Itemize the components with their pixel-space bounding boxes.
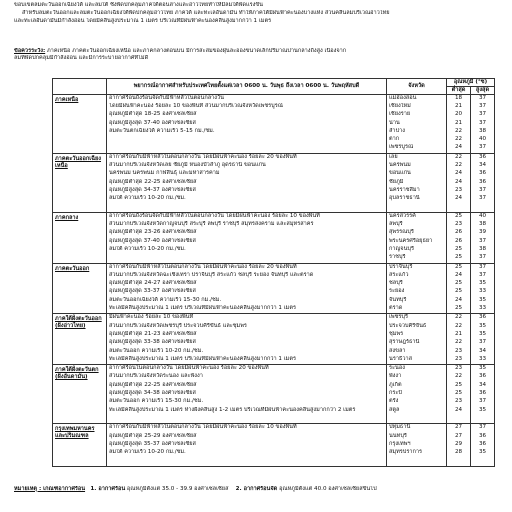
forecast-line: ส่วนมากบริเวณจังหวัดเพชรบุรี ประจวบคีรีขันธ์ และชุมพร bbox=[109, 322, 247, 329]
province-name: พระนครศรีอยุธยา bbox=[389, 237, 433, 244]
forecast-line: ลมใต้ ความเร็ว 10-20 กม./ชม. bbox=[109, 449, 186, 456]
temp-max: 40 bbox=[478, 136, 487, 143]
province-name: พังงา bbox=[389, 373, 402, 380]
temp-max-cell bbox=[471, 365, 495, 424]
forecast-line: ส่วนมากบริเวณจังหวัดกาญจนบุรี สระบุรี ลพบุรี ราชบุรี สมุทรสงคราม และสมุทรสาคร bbox=[109, 221, 314, 228]
temp-max: 35 bbox=[478, 449, 487, 456]
temp-min bbox=[449, 457, 468, 465]
temp-max: 37 bbox=[478, 339, 487, 346]
forecast-line: อากาศร้อนในตอนกลางวัน โดยมีฝนฟ้าคะนอง ร้อยละ 20 ของพื้นที่ bbox=[109, 365, 269, 372]
province-name: ขอนแก่น bbox=[389, 170, 411, 177]
temp-min: 23 bbox=[454, 365, 463, 372]
temp-max: 37 bbox=[478, 144, 487, 151]
province-name: เลย bbox=[389, 153, 398, 160]
temp-min: 25 bbox=[454, 305, 463, 312]
province-name: นราธิวาส bbox=[389, 355, 413, 362]
province-name: ชัยภูมิ bbox=[389, 178, 404, 185]
province-name: เชียงใหม่ bbox=[389, 102, 411, 109]
footer-lead: หมายเหตุ : เกณฑ์อากาศร้อน bbox=[14, 486, 86, 492]
region-forecast bbox=[107, 153, 387, 212]
temp-max: 36 bbox=[478, 178, 487, 185]
temp-min: 24 bbox=[454, 144, 463, 151]
temp-min: 24 bbox=[454, 195, 463, 202]
forecast-line bbox=[109, 203, 384, 211]
forecast-line: อุณหภูมิต่ำสุด 22-25 องศาเซลเซียส bbox=[109, 381, 197, 388]
forecast-line: อุณหภูมิต่ำสุด 23-26 องศาเซลเซียส bbox=[109, 229, 197, 236]
temp-max: 40 bbox=[478, 212, 487, 219]
temp-min: 21 bbox=[454, 119, 463, 126]
temp-max: 35 bbox=[478, 330, 487, 337]
temp-max: 38 bbox=[478, 127, 487, 134]
temp-min: 27 bbox=[454, 424, 463, 431]
temp-min: 25 bbox=[454, 254, 463, 261]
temp-max: 33 bbox=[478, 355, 487, 362]
temp-min: 25 bbox=[454, 263, 463, 270]
temp-max bbox=[473, 203, 492, 211]
temp-max: 34 bbox=[478, 347, 487, 354]
temp-min: 24 bbox=[454, 406, 463, 413]
temp-min: 18 bbox=[454, 94, 463, 101]
province-name: กระบี่ bbox=[389, 390, 402, 397]
temp-min: 24 bbox=[454, 271, 463, 278]
province-name-cell bbox=[387, 263, 447, 314]
temp-max: 37 bbox=[478, 119, 487, 126]
forecast-line: อากาศร้อนกับมีฟ้าหลัวในตอนกลางวัน โดยมีฝนฟ้าคะนอง ร้อยละ 10 ของพื้นที่ bbox=[109, 424, 297, 431]
temp-max: 36 bbox=[478, 170, 487, 177]
province-name: ระยอง bbox=[389, 288, 405, 295]
temp-max: 36 bbox=[478, 390, 487, 397]
province-name: นครราชสีมา bbox=[389, 186, 420, 193]
forecast-line: ทะเลมีคลื่นสูงประมาณ 1 เมตร บริเวณที่มีฝนฟ้าคะนองคลื่นสูงมากกว่า 1 เมตร bbox=[109, 355, 296, 362]
forecast-line: อุณหภูมิสูงสุด 37-40 องศาเซลเซียส bbox=[109, 119, 196, 126]
region-name: ภาคกลาง bbox=[53, 212, 107, 263]
temp-min: 21 bbox=[454, 330, 463, 337]
temp-max: 37 bbox=[478, 424, 487, 431]
forecast-line: ลมตะวันออก ความเร็ว 15-30 กม./ชม. bbox=[109, 398, 204, 405]
temp-min: 25 bbox=[454, 245, 463, 252]
table-row bbox=[53, 365, 495, 424]
table-row bbox=[53, 263, 495, 314]
table-row bbox=[53, 94, 495, 153]
region-name: ภาคตะวันออก bbox=[53, 263, 107, 314]
temp-max: 34 bbox=[478, 162, 487, 168]
province-name bbox=[389, 457, 444, 465]
temp-min: 25 bbox=[454, 212, 463, 219]
temp-min: 22 bbox=[454, 373, 463, 380]
temp-min: 29 bbox=[454, 440, 463, 447]
region-forecast bbox=[107, 263, 387, 314]
warning-line bbox=[14, 48, 500, 55]
temp-min: 22 bbox=[454, 136, 463, 143]
forecast-line: อุณหภูมิต่ำสุด 22-25 องศาเซลเซียส bbox=[109, 178, 197, 185]
forecast-line: ลมใต้ ความเร็ว 10-20 กม./ชม. bbox=[109, 195, 186, 202]
temp-min: 21 bbox=[454, 102, 463, 109]
temp-min: 23 bbox=[454, 186, 463, 193]
header-max: สูงสุด bbox=[471, 86, 495, 94]
forecast-table bbox=[52, 78, 495, 467]
table-header-row bbox=[53, 79, 495, 87]
province-name-cell bbox=[387, 365, 447, 424]
province-name: นครสวรรค์ bbox=[389, 212, 416, 219]
temp-min: 25 bbox=[454, 288, 463, 295]
temp-min: 22 bbox=[454, 314, 463, 321]
temp-max-cell bbox=[471, 314, 495, 365]
province-name: นครพนม bbox=[389, 162, 411, 168]
table-row bbox=[53, 424, 495, 466]
temp-max-cell bbox=[471, 424, 495, 466]
temp-min: 25 bbox=[454, 280, 463, 287]
temp-max: 37 bbox=[478, 398, 487, 405]
temp-max-cell bbox=[471, 263, 495, 314]
temp-max: 35 bbox=[478, 296, 487, 303]
province-name: ปราจีนบุรี bbox=[389, 263, 413, 270]
temp-max: 37 bbox=[478, 186, 487, 193]
header-temp: อุณหภูมิ (°ซ) bbox=[447, 79, 495, 87]
region-name: ภาคใต้ฝั่งตะวันตก (ฝั่งอันดามัน) bbox=[53, 365, 107, 424]
forecast-line: อุณหภูมิสูงสุด 37-40 องศาเซลเซียส bbox=[109, 237, 196, 244]
province-name: แม่ฮ่องสอน bbox=[389, 94, 417, 101]
province-name: กรุงเทพฯ bbox=[389, 440, 411, 447]
temp-min: 22 bbox=[454, 153, 463, 160]
forecast-line: อุณหภูมิสูงสุด 33-38 องศาเซลเซียส bbox=[109, 339, 196, 346]
warning-lead: ข้อควรระวัง: bbox=[14, 48, 46, 54]
table-row bbox=[53, 212, 495, 263]
temp-min: 28 bbox=[454, 449, 463, 456]
temp-max-cell bbox=[471, 153, 495, 212]
province-name-cell bbox=[387, 212, 447, 263]
province-name: สุพรรณบุรี bbox=[389, 229, 414, 236]
header-forecast: พยากรณ์อากาศสำหรับประเทศไทยตั้งแต่เวลา 0600 น. วันพุธ ถึงเวลา 0600 น. วันพฤหัสบดี bbox=[107, 79, 387, 95]
temp-max: 36 bbox=[478, 432, 487, 439]
footer-note bbox=[14, 486, 500, 493]
temp-min: 27 bbox=[454, 432, 463, 439]
forecast-line: อุณหภูมิต่ำสุด 18-25 องศาเซลเซียส bbox=[109, 111, 197, 118]
temp-min: 26 bbox=[454, 237, 463, 244]
temp-min-cell bbox=[447, 212, 471, 263]
region-forecast bbox=[107, 212, 387, 263]
province-name: เชียงราย bbox=[389, 111, 411, 118]
forecast-line: ทะเลมีคลื่นสูงประมาณ 1 เมตร ห่างฝั่งคลื่นสูง 1-2 เมตร บริเวณที่มีฝนฟ้าคะนองคลื่นสูงมากกว่า 2 เมตร bbox=[109, 406, 356, 413]
temp-max: 37 bbox=[478, 94, 487, 101]
province-name: เพชรบูรณ์ bbox=[389, 144, 414, 151]
forecast-line: อุณหภูมิสูงสุด 34-37 องศาเซลเซียส bbox=[109, 186, 196, 193]
temp-max: 38 bbox=[478, 221, 487, 228]
forecast-line: อุณหภูมิสูงสุด 35-37 องศาเซลเซียส bbox=[109, 440, 196, 447]
temp-max: 36 bbox=[478, 373, 487, 380]
temp-max: 37 bbox=[478, 237, 487, 244]
temp-max-cell bbox=[471, 212, 495, 263]
province-name bbox=[389, 203, 444, 211]
temp-min: 25 bbox=[454, 390, 463, 397]
temp-max bbox=[473, 457, 492, 465]
temp-max: 33 bbox=[478, 305, 487, 312]
province-name: น่าน bbox=[389, 119, 400, 126]
temp-min: 22 bbox=[454, 339, 463, 346]
province-name bbox=[389, 415, 444, 423]
table-row bbox=[53, 153, 495, 212]
temp-min: 23 bbox=[454, 221, 463, 228]
forecast-line: ลมตะวันออก ความเร็ว 10-20 กม./ชม. bbox=[109, 347, 204, 354]
warning-paragraph bbox=[14, 48, 500, 62]
temp-max: 35 bbox=[478, 322, 487, 329]
temp-min: 23 bbox=[454, 355, 463, 362]
forecast-line: มีฝนฟ้าคะนอง ร้อยละ 10 ของพื้นที่ bbox=[109, 314, 194, 321]
province-name: ประจวบคีรีขันธ์ bbox=[389, 322, 427, 329]
temp-max bbox=[473, 415, 492, 423]
temp-min bbox=[449, 415, 468, 423]
province-name: สตูล bbox=[389, 406, 400, 413]
province-name: นนทบุรี bbox=[389, 432, 407, 439]
intro-line: และทะเลอันดามันมีกำลังอ่อน โดยมีคลื่นสูงประมาณ 1 เมตร บริเวณที่มีฝนฟ้าคะนองคลื่นสูงมากกว่า 1 เมตร bbox=[14, 17, 272, 24]
temp-min-cell bbox=[447, 424, 471, 466]
forecast-line: อุณหภูมิสูงสุด 33-37 องศาเซลเซียส bbox=[109, 288, 196, 295]
province-name: ระนอง bbox=[389, 365, 405, 372]
province-name: ปทุมธานี bbox=[389, 424, 411, 431]
province-name: สระแก้ว bbox=[389, 271, 409, 278]
temp-min: 22 bbox=[454, 322, 463, 329]
province-name: จันทบุรี bbox=[389, 296, 407, 303]
region-name: กรุงเทพมหานครและปริมณฑล bbox=[53, 424, 107, 466]
forecast-line: อุณหภูมิต่ำสุด 21-23 องศาเซลเซียส bbox=[109, 330, 197, 337]
region-forecast bbox=[107, 365, 387, 424]
province-name: ราชบุรี bbox=[389, 254, 406, 261]
temp-min-cell bbox=[447, 365, 471, 424]
forecast-line: อากาศร้อนกับมีฟ้าหลัวในตอนกลางวัน โดยมีฝนฟ้าคะนอง ร้อยละ 20 ของพื้นที่ bbox=[109, 153, 297, 160]
temp-max: 37 bbox=[478, 102, 487, 109]
province-name: ตรัง bbox=[389, 398, 399, 405]
forecast-line: อากาศร้อนกับมีฟ้าหลัวในตอนกลางวัน โดยมีฝนฟ้าคะนอง ร้อยละ 20 ของพื้นที่ bbox=[109, 263, 297, 270]
temp-max: 37 bbox=[478, 271, 487, 278]
temp-max: 34 bbox=[478, 381, 487, 388]
region-name: ภาคเหนือ bbox=[53, 94, 107, 153]
forecast-line: อุณหภูมิสูงสุด 34-38 องศาเซลเซียส bbox=[109, 390, 196, 397]
province-name: ภูเก็ต bbox=[389, 381, 402, 388]
temp-min: 24 bbox=[454, 170, 463, 177]
footer-item2-text: อุณหภูมิตั้งแต่ 40.0 องศาเซลเซียสขึ้นไป bbox=[279, 486, 377, 492]
province-name-cell bbox=[387, 314, 447, 365]
temp-min: 23 bbox=[454, 398, 463, 405]
temp-min: 22 bbox=[454, 162, 463, 168]
intro-line: สำหรับลมตะวันออกและลมตะวันออกเฉียงใต้พัดปกคลุมอ่าวไทย ภาคใต้ และทะเลอันดามัน ทำให้ภาคใต้มีฝนฟ้าคะนองบางแห่ง ส่วนคลื่นลมบริเวณอ่าวไทย bbox=[22, 9, 390, 16]
temp-max: 36 bbox=[478, 440, 487, 447]
forecast-line bbox=[109, 254, 384, 262]
region-forecast bbox=[107, 424, 387, 466]
province-name: สงขลา bbox=[389, 347, 406, 354]
forecast-line: ลมใต้ ความเร็ว 10-20 กม./ชม. bbox=[109, 245, 186, 252]
forecast-line bbox=[109, 457, 384, 465]
forecast-line: ส่วนมากบริเวณจังหวัดฉะเชิงเทรา ปราจีนบุรี สระแก้ว ชลบุรี ระยอง จันทบุรี และตราด bbox=[109, 271, 314, 278]
intro-paragraph bbox=[14, 2, 500, 25]
temp-max: 35 bbox=[478, 280, 487, 287]
temp-max-cell bbox=[471, 94, 495, 153]
region-forecast bbox=[107, 94, 387, 153]
region-name: ภาคตะวันออกเฉียงเหนือ bbox=[53, 153, 107, 212]
temp-max: 33 bbox=[478, 288, 487, 295]
temp-max: 39 bbox=[478, 229, 487, 236]
forecast-line: นครพนม นครพนม กาฬสินธุ์ และมหาสารคาม bbox=[109, 170, 220, 177]
temp-max: 37 bbox=[478, 111, 487, 118]
temp-min: 20 bbox=[454, 111, 463, 118]
province-name: ลำปาง bbox=[389, 127, 405, 134]
forecast-line bbox=[109, 415, 384, 423]
temp-min-cell bbox=[447, 263, 471, 314]
table-row bbox=[53, 314, 495, 365]
temp-min-cell bbox=[447, 314, 471, 365]
forecast-line: ทะเลมีคลื่นสูงประมาณ 1 เมตร บริเวณที่มีฝนฟ้าคะนองคลื่นสูงมากกว่า 1 เมตร bbox=[109, 305, 296, 312]
temp-max: 35 bbox=[478, 406, 487, 413]
temp-min: 26 bbox=[454, 229, 463, 236]
forecast-line: อุณหภูมิต่ำสุด 24-27 องศาเซลเซียส bbox=[109, 280, 197, 287]
temp-max: 37 bbox=[478, 254, 487, 261]
forecast-line bbox=[109, 144, 384, 152]
province-name: ชลบุรี bbox=[389, 280, 403, 287]
temp-max: 36 bbox=[478, 153, 487, 160]
footer-item1-label: 1. อากาศร้อน bbox=[90, 486, 126, 492]
forecast-line: อุณหภูมิต่ำสุด 25-29 องศาเซลเซียส bbox=[109, 432, 197, 439]
temp-max: 36 bbox=[478, 314, 487, 321]
forecast-line: ส่วนมากบริเวณจังหวัดเลย ชัยภูมิ หนองบัวลำภู อุดรธานี ขอนแก่น bbox=[109, 162, 266, 168]
footer-item2-label: 2. อากาศร้อนจัด bbox=[235, 486, 278, 492]
warning-text: ภาคเหนือ ภาคตะวันออกเฉียงเหนือ และภาคกลางตอนบน มีการสะสมของฝุ่นละอองขนาดเล็กปริมาณปานกลางถึงสูง เนื่องจาก bbox=[46, 48, 347, 54]
temp-min: 24 bbox=[454, 178, 463, 185]
province-name-cell bbox=[387, 153, 447, 212]
region-name: ภาคใต้ฝั่งตะวันออก (ฝั่งอ่าวไทย) bbox=[53, 314, 107, 365]
forecast-line bbox=[109, 136, 384, 144]
forecast-line: ลมตะวันออกเฉียงใต้ ความเร็ว 15-30 กม./ชม. bbox=[109, 296, 222, 303]
province-name: ลพบุรี bbox=[389, 221, 403, 228]
province-name: ตราด bbox=[389, 305, 403, 312]
intro-line: ขอบเขตลมตะวันออกเฉียงใต้ และลมใต้ ซึ่งพัดปกคลุมภาคใต้ตอนล่างและอ่าวไทยทำให้มีลมใต้พัดแรงขึ้น bbox=[14, 2, 263, 8]
header-region bbox=[53, 79, 107, 95]
province-name: ตาก bbox=[389, 136, 400, 143]
forecast-line: อากาศร้อนถึงร้อนจัดกับมีฟ้าหลัวในตอนกลางวัน bbox=[109, 94, 224, 101]
region-forecast bbox=[107, 314, 387, 365]
temp-min: 23 bbox=[454, 347, 463, 354]
header-province: จังหวัด bbox=[387, 79, 447, 95]
temp-min bbox=[449, 203, 468, 211]
province-name: สุราษฎร์ธานี bbox=[389, 339, 420, 346]
temp-max: 35 bbox=[478, 365, 487, 372]
temp-min: 24 bbox=[454, 296, 463, 303]
forecast-line: ส่วนมากบริเวณจังหวัดระนอง และพังงา bbox=[109, 373, 203, 380]
temp-max: 37 bbox=[478, 263, 487, 270]
temp-max: 38 bbox=[478, 245, 487, 252]
temp-min: 25 bbox=[454, 381, 463, 388]
province-name: อุบลราชธานี bbox=[389, 195, 420, 202]
temp-max: 37 bbox=[478, 195, 487, 202]
province-name: สมุทรปราการ bbox=[389, 449, 423, 456]
footer-item1-text: อุณหภูมิตั้งแต่ 35.0 - 39.9 องศาเซลเซียส bbox=[126, 486, 229, 492]
warning-line: ลมที่พัดปกคลุมมีกำลังอ่อน และมีการระบายอากาศที่ไม่ดี bbox=[14, 54, 149, 61]
province-name-cell bbox=[387, 94, 447, 153]
forecast-line: ลมตะวันตกเฉียงใต้ ความเร็ว 5-15 กม./ชม. bbox=[109, 127, 215, 134]
forecast-line: โดยมีฝนฟ้าคะนอง ร้อยละ 10 ของพื้นที่ ส่วนมากบริเวณจังหวัดเพชรบูรณ์ bbox=[109, 102, 283, 109]
province-name: เพชรบุรี bbox=[389, 314, 408, 321]
province-name-cell bbox=[387, 424, 447, 466]
province-name: กาญจนบุรี bbox=[389, 245, 414, 252]
temp-min: 22 bbox=[454, 127, 463, 134]
province-name: ชุมพร bbox=[389, 330, 404, 337]
temp-min-cell bbox=[447, 153, 471, 212]
forecast-line: อากาศร้อนถึงร้อนจัดกับมีฟ้าหลัวในตอนกลางวัน โดยมีฝนฟ้าคะนอง ร้อยละ 10 ของพื้นที่ bbox=[109, 212, 320, 219]
temp-min-cell bbox=[447, 94, 471, 153]
header-min: ต่ำสุด bbox=[447, 86, 471, 94]
